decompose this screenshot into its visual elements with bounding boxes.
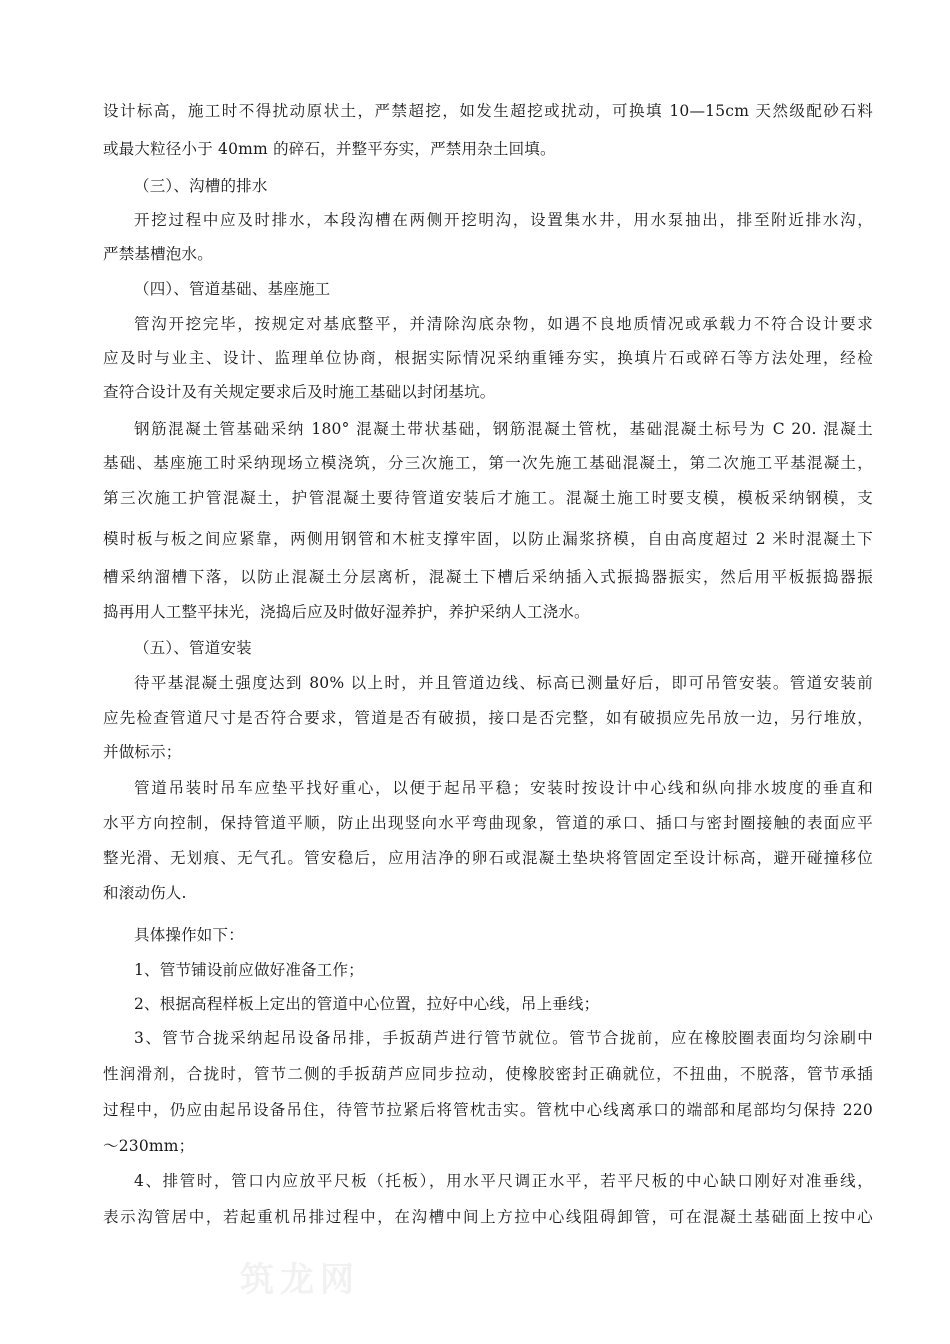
text-line: 过程中，仍应由起吊设备吊住，待管节拉紧后将管枕击实。管枕中心线离承口的端部和尾部均匀保持 220 — [103, 1101, 873, 1119]
section-heading-5: （五）、管道安装 — [134, 639, 252, 657]
text-line: 或最大粒径小于 40mm 的碎石，并整平夯实，严禁用杂土回填。 — [103, 140, 556, 158]
text-line: 钢筋混凝土管基础采纳 180° 混凝土带状基础，钢筋混凝土管枕，基础混凝土标号为 C 20. 混凝土 — [134, 420, 873, 438]
text-line: 表示沟管居中，若起重机吊排过程中，在沟槽中间上方拉中心线阻碍卸管，可在混凝土基础面上按中心 — [103, 1208, 873, 1226]
text-line: 并做标示； — [103, 743, 182, 761]
text-line: 整光滑、无划痕、无气孔。管安稳后，应用洁净的卵石或混凝土垫块将管固定至设计标高，避开碰撞移位 — [103, 849, 873, 867]
text-line: 开挖过程中应及时排水，本段沟槽在两侧开挖明沟，设置集水井，用水泵抽出，排至附近排水沟， — [134, 211, 873, 229]
text-line: 槽采纳溜槽下落，以防止混凝土分层离析，混凝土下槽后采纳插入式振捣器振实，然后用平板振捣器振 — [103, 568, 873, 586]
list-item: 4、排管时，管口内应放平尺板（托板），用水平尺调正水平，若平尺板的中心缺口刚好对准垂线， — [134, 1172, 873, 1190]
section-heading-3: （三）、沟槽的排水 — [134, 177, 268, 195]
text-line: 待平基混凝土强度达到 80% 以上时，并且管道边线、标高已测量好后，即可吊管安装。管道安装前 — [134, 674, 873, 692]
text-line: 设计标高，施工时不得扰动原状土，严禁超挖，如发生超挖或扰动，可换填 10—15cm 天然级配砂石料 — [103, 102, 873, 120]
text-line: ～230mm； — [103, 1137, 195, 1155]
text-line: 第三次施工护管混凝土，护管混凝土要待管道安装后才施工。混凝土施工时要支模，模板采纳钢模，支 — [103, 489, 873, 507]
list-item: 3、管节合拢采纳起吊设备吊排，手扳葫芦进行管节就位。管节合拢前，应在橡胶圈表面均匀涂刷中 — [134, 1029, 873, 1047]
text-line: 和滚动伤人. — [103, 884, 187, 902]
text-line: 捣再用人工整平抹光，浇捣后应及时做好湿养护，养护采纳人工浇水。 — [103, 603, 590, 621]
watermark: 筑龙网 — [240, 1260, 360, 1300]
text-line: 应先检查管道尺寸是否符合要求，管道是否有破损，接口是否完整，如有破损应先吊放一边，另行堆放， — [103, 709, 873, 727]
text-line: 模时板与板之间应紧靠，两侧用钢管和木桩支撑牢固，以防止漏浆挤模，自由高度超过 2 米时混凝土下 — [103, 530, 873, 548]
list-item: 1、管节铺设前应做好准备工作； — [134, 961, 364, 979]
text-line: 基础、基座施工时采纳现场立模浇筑，分三次施工，第一次先施工基础混凝土，第二次施工平基混凝土， — [103, 454, 873, 472]
text-line: 水平方向控制，保持管道平顺，防止出现竖向水平弯曲现象，管道的承口、插口与密封圈接触的表面应平 — [103, 814, 873, 832]
section-heading-4: （四）、管道基础、基座施工 — [134, 280, 331, 298]
text-line: 性润滑剂，合拢时，管节二侧的手扳葫芦应同步拉动，使橡胶密封正确就位，不扭曲，不脱落，管节承插 — [103, 1065, 873, 1083]
text-line: 查符合设计及有关规定要求后及时施工基础以封闭基坑。 — [103, 383, 496, 401]
list-item: 2、根据高程样板上定出的管道中心位置，拉好中心线，吊上垂线； — [134, 995, 600, 1013]
text-line: 管道吊装时吊车应垫平找好重心，以便于起吊平稳；安装时按设计中心线和纵向排水坡度的垂直和 — [134, 779, 873, 797]
text-line: 具体操作如下： — [134, 926, 244, 944]
text-line: 管沟开挖完毕，按规定对基底整平，并清除沟底杂物，如遇不良地质情况或承载力不符合设计要求 — [134, 315, 873, 333]
text-line: 应及时与业主、设计、监理单位协商，根据实际情况采纳重锤夯实，换填片石或碎石等方法处理，经检 — [103, 349, 873, 367]
text-line: 严禁基槽泡水。 — [103, 245, 213, 263]
